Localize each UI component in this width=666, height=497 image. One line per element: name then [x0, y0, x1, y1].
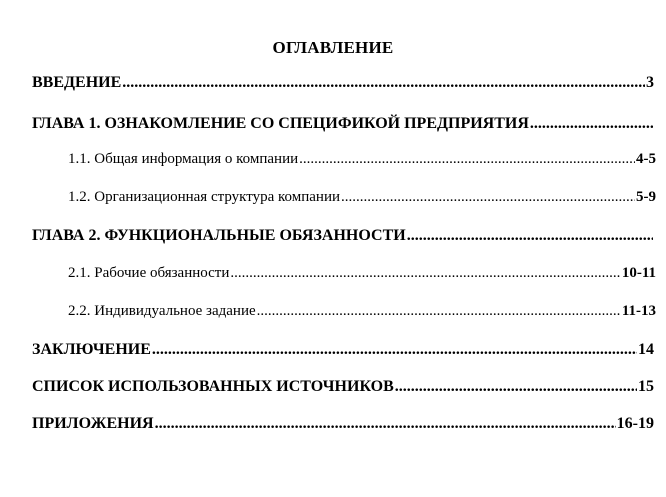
toc-entry-label: ПРИЛОЖЕНИЯ: [32, 415, 154, 432]
toc-leader-dots: [122, 72, 645, 94]
toc-leader-dots: [341, 186, 635, 208]
toc-entry-page: 15: [638, 378, 654, 395]
toc-entry-page: 3: [646, 74, 654, 91]
toc-leader-dots: [257, 300, 621, 322]
toc-entry-label: ВВЕДЕНИЕ: [32, 74, 122, 91]
toc-entry-page: 5-9: [636, 189, 656, 205]
toc-entry-appendices: [32, 413, 654, 435]
toc-entry-label: 2.2. Индивидуальное задание: [68, 303, 256, 319]
toc-entry-label: 2.1. Рабочие обязанности: [68, 265, 230, 281]
toc-entry-section-1-2: [68, 186, 656, 208]
toc-entry-conclusion: [32, 339, 654, 361]
toc-leader-dots: [155, 413, 616, 435]
toc-entry-section-1-1: [68, 148, 656, 170]
toc-leader-dots: [230, 262, 620, 284]
toc-entry-label: 1.2. Организационная структура компании: [68, 189, 340, 205]
toc-entry-page: 4-5: [636, 151, 656, 167]
toc-entry-page: 14: [638, 341, 654, 358]
toc-entry-label: ГЛАВА 2. ФУНКЦИОНАЛЬНЫЕ ОБЯЗАННОСТИ: [32, 227, 406, 244]
toc-entry-section-2-1: [68, 262, 656, 284]
toc-entry-page: 16-19: [616, 415, 654, 432]
toc-leader-dots: [152, 339, 637, 361]
toc-entry-page: 11-13: [621, 303, 656, 319]
toc-entry-references: [32, 376, 654, 398]
toc-entry-chapter-1: [32, 113, 654, 135]
toc-entry-label: ЗАКЛЮЧЕНИЕ: [32, 341, 151, 358]
toc-leader-dots: [407, 225, 653, 247]
toc-entry-label: 1.1. Общая информация о компании: [68, 151, 299, 167]
toc-leader-dots: [299, 148, 635, 170]
toc-entry-section-2-2: [68, 300, 656, 322]
toc-entry-label: ГЛАВА 1. ОЗНАКОМЛЕНИЕ СО СПЕЦИФИКОЙ ПРЕДПРИЯТИЯ: [32, 115, 529, 132]
toc-entry-label: СПИСОК ИСПОЛЬЗОВАННЫХ ИСТОЧНИКОВ: [32, 378, 394, 395]
toc-leader-dots: [530, 113, 653, 135]
toc-entry-introduction: [32, 72, 654, 94]
toc-entry-page: 10-11: [621, 265, 656, 281]
toc-title: ОГЛАВЛЕНИЕ: [272, 38, 394, 57]
toc-entry-chapter-2: [32, 225, 654, 247]
toc-leader-dots: [395, 376, 637, 398]
